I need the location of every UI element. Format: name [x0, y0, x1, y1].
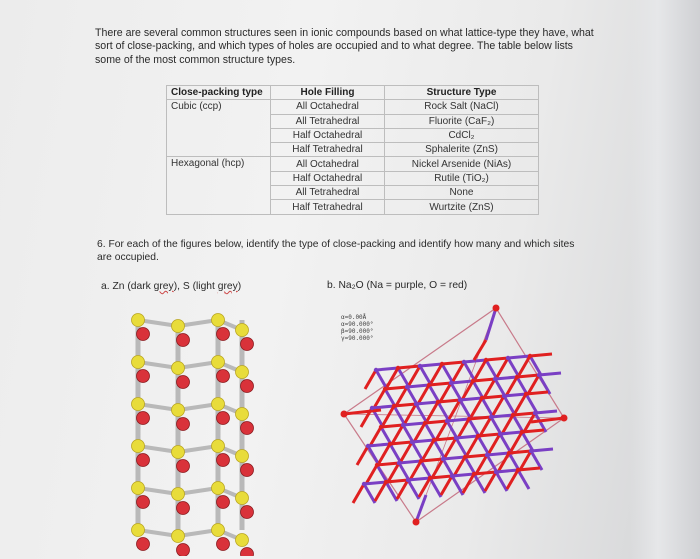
na-o-bond — [418, 385, 429, 404]
zn-atom — [137, 328, 150, 341]
s-atom — [132, 314, 145, 327]
na-o-bond — [364, 484, 375, 503]
na-o-bond — [456, 438, 467, 457]
part-a-word-1: grey — [153, 281, 174, 292]
na-o-bond — [366, 465, 377, 484]
na-o-bond — [478, 436, 489, 455]
na-o-bond — [368, 446, 379, 465]
na-o-bond — [535, 411, 557, 413]
part-b-label: b. Na₂O (Na = purple, O = red) — [327, 280, 468, 291]
na-o-bond — [386, 480, 408, 482]
zn-atom — [241, 506, 254, 519]
na-o-bond — [416, 402, 438, 404]
hole-cell: All Octahedral — [271, 157, 385, 171]
na-o-bond — [519, 356, 530, 375]
zn-atom — [137, 538, 150, 551]
s-atom — [236, 534, 249, 547]
na-o-bond — [476, 455, 487, 474]
o-atom — [341, 411, 348, 418]
legend-line: α=90.000° — [341, 321, 374, 328]
na-o-bond — [416, 404, 427, 423]
na-o-bond — [430, 478, 441, 497]
o-atom — [472, 472, 476, 476]
na-atom — [494, 470, 498, 474]
na-o-bond — [482, 396, 504, 398]
legend-line: γ=90.000° — [341, 335, 374, 342]
na-o-bond — [409, 366, 420, 385]
s-atom — [172, 404, 185, 417]
na-o-bond — [414, 423, 425, 442]
na-o-bond — [442, 364, 453, 383]
zn-atom — [177, 502, 190, 515]
table-row — [167, 157, 539, 171]
na-o-bond — [526, 394, 537, 413]
na-o-bond — [394, 406, 405, 425]
na-o-bond — [410, 461, 421, 480]
zn-atom — [241, 422, 254, 435]
na-o-bond — [398, 368, 409, 387]
zn-atom — [217, 496, 230, 509]
na-o-bond — [474, 340, 486, 360]
na-o-bond — [408, 478, 430, 480]
na-o-bond — [434, 438, 456, 440]
s-atom — [212, 356, 225, 369]
na-o-bond — [423, 440, 434, 459]
na-atom — [449, 381, 453, 385]
figure-a-zns-structure — [120, 306, 260, 556]
structure-cell: None — [385, 186, 539, 200]
structure-cell: Wurtzite (ZnS) — [385, 200, 539, 214]
o-atom — [419, 459, 423, 463]
part-a-prefix: a. Zn (dark — [101, 281, 154, 292]
na-atom — [458, 398, 462, 402]
hole-cell: Half Octahedral — [271, 171, 385, 185]
na-o-bond — [405, 404, 416, 423]
na-o-bond — [480, 417, 491, 436]
na-o-bond — [379, 444, 390, 463]
na-o-bond — [430, 476, 452, 478]
na-o-bond — [368, 444, 390, 446]
na-o-bond — [412, 442, 423, 461]
na-o-bond — [375, 482, 386, 501]
na-o-bond — [518, 470, 529, 489]
na-o-bond — [372, 406, 394, 408]
na-o-bond — [364, 482, 386, 484]
s-atom — [132, 398, 145, 411]
header-structure: Structure Type — [385, 86, 539, 100]
na-o-bond — [520, 451, 531, 470]
o-atom — [436, 400, 440, 404]
na-o-bond — [427, 402, 438, 421]
zn-atom — [217, 370, 230, 383]
na-o-bond — [452, 474, 474, 476]
part-a-word-2: grey — [217, 281, 238, 292]
part-a-suffix: ) — [237, 281, 242, 292]
zn-atom — [177, 376, 190, 389]
zn-atom — [241, 548, 254, 557]
na-atom — [493, 377, 497, 381]
na-o-bond — [431, 364, 442, 383]
na-o-bond — [471, 398, 482, 417]
na-o-bond — [484, 379, 495, 398]
packing-hexagonal: Hexagonal (hcp) — [167, 157, 271, 214]
na-o-bond — [518, 468, 540, 470]
o-atom — [383, 387, 387, 391]
na-o-bond — [392, 425, 403, 444]
s-atom — [212, 398, 225, 411]
table-row — [167, 100, 539, 114]
na-atom — [397, 461, 401, 465]
na-atom — [362, 482, 366, 486]
o-atom — [471, 379, 475, 383]
na-o-bond — [458, 419, 469, 438]
o-atom — [484, 358, 488, 362]
hole-cell: All Octahedral — [271, 100, 385, 114]
na-o-bond — [436, 421, 447, 440]
na-o-bond — [489, 434, 500, 453]
na-atom — [401, 423, 405, 427]
na-o-bond — [467, 436, 478, 455]
part-a-mid: ), S (light — [173, 281, 218, 292]
na-o-bond — [530, 354, 552, 356]
s-atom — [236, 450, 249, 463]
na-o-bond — [531, 449, 553, 451]
o-atom — [440, 362, 444, 366]
zn-atom — [137, 454, 150, 467]
na-o-bond — [500, 432, 522, 434]
o-atom — [476, 434, 480, 438]
na-atom — [406, 478, 410, 482]
o-atom — [493, 305, 500, 312]
o-atom — [524, 392, 528, 396]
zn-atom — [177, 460, 190, 473]
structure-cell: Nickel Arsenide (NiAs) — [385, 157, 539, 171]
zn-atom — [177, 544, 190, 557]
s-atom — [172, 446, 185, 459]
hole-cell: Half Tetrahedral — [271, 200, 385, 214]
o-atom — [507, 451, 511, 455]
structure-cell: Rutile (TiO₂) — [385, 171, 539, 185]
zn-atom — [217, 538, 230, 551]
zn-atom — [217, 328, 230, 341]
o-atom — [379, 425, 383, 429]
s-atom — [236, 324, 249, 337]
na-o-bond — [486, 308, 496, 340]
zn-atom — [241, 380, 254, 393]
na-atom — [370, 406, 374, 410]
page-edge — [630, 0, 700, 559]
na-atom — [450, 474, 454, 478]
na-o-bond — [365, 370, 376, 389]
o-atom — [375, 463, 379, 467]
zn-atom — [241, 464, 254, 477]
structure-table — [166, 85, 539, 215]
na-o-bond — [482, 398, 493, 417]
na-o-bond — [397, 480, 408, 499]
na-o-bond — [502, 415, 513, 434]
o-atom — [511, 413, 515, 417]
s-atom — [236, 366, 249, 379]
na-o-bond — [376, 370, 387, 389]
s-atom — [172, 530, 185, 543]
zn-atom — [217, 412, 230, 425]
na-o-bond — [357, 446, 368, 465]
na-o-bond — [370, 427, 381, 446]
na-o-bond — [526, 392, 548, 394]
na-o-bond — [493, 396, 504, 415]
na-o-bond — [508, 358, 519, 377]
na-o-bond — [539, 373, 561, 375]
na-o-bond — [390, 442, 412, 444]
na-atom — [462, 360, 466, 364]
na-o-bond — [454, 457, 465, 476]
o-atom — [388, 442, 392, 446]
na-o-bond — [432, 459, 443, 478]
na-o-bond — [528, 375, 539, 394]
na-o-bond — [398, 366, 420, 368]
o-atom — [515, 375, 519, 379]
na-atom — [405, 385, 409, 389]
na-atom — [502, 394, 506, 398]
na-o-bond — [438, 400, 460, 402]
na-atom — [489, 415, 493, 419]
na-o-bond — [456, 436, 478, 438]
na-atom — [533, 411, 537, 415]
na-atom — [506, 356, 510, 360]
question-6: 6. For each of the figures below, identify the type of close-packing and identify how many and which sites are occupied. — [97, 239, 575, 263]
na-o-bond — [420, 364, 442, 366]
o-atom — [520, 430, 524, 434]
s-atom — [132, 356, 145, 369]
na-o-bond — [412, 440, 434, 442]
na-o-bond — [463, 474, 474, 493]
legend-line: β=90.000° — [341, 328, 374, 335]
na-o-bond — [438, 402, 449, 421]
na-atom — [366, 444, 370, 448]
hole-cell: Half Octahedral — [271, 128, 385, 142]
na-o-bond — [522, 430, 544, 432]
o-atom — [467, 417, 471, 421]
o-atom — [480, 396, 484, 400]
na-o-bond — [396, 387, 407, 406]
o-atom — [396, 366, 400, 370]
structure-cell: CdCl₂ — [385, 128, 539, 142]
hole-cell: All Tetrahedral — [271, 186, 385, 200]
na-o-bond — [441, 476, 452, 495]
na-o-bond — [485, 472, 496, 491]
s-atom — [212, 482, 225, 495]
na-o-bond — [388, 463, 399, 482]
na-atom — [529, 449, 533, 453]
o-atom — [428, 476, 432, 480]
na-atom — [445, 419, 449, 423]
hole-cell: Half Tetrahedral — [271, 143, 385, 157]
na-atom — [454, 436, 458, 440]
zn-atom — [217, 454, 230, 467]
na-atom — [418, 364, 422, 368]
o-atom — [427, 383, 431, 387]
s-atom — [212, 314, 225, 327]
s-atom — [132, 524, 145, 537]
na-atom — [498, 432, 502, 436]
packing-cubic: Cubic (ccp) — [167, 100, 271, 157]
na-atom — [537, 373, 541, 377]
na-o-bond — [420, 366, 431, 385]
s-atom — [212, 440, 225, 453]
s-atom — [132, 482, 145, 495]
part-a-label — [101, 281, 241, 292]
zn-atom — [177, 418, 190, 431]
legend-line: α=0.00Å — [341, 314, 367, 321]
s-atom — [236, 492, 249, 505]
na-o-bond — [504, 394, 526, 396]
o-atom — [528, 354, 532, 358]
zn-atom — [137, 496, 150, 509]
na-o-bond — [390, 444, 401, 463]
s-atom — [172, 320, 185, 333]
na-o-bond — [497, 358, 508, 377]
s-atom — [236, 408, 249, 421]
na-o-bond — [401, 442, 412, 461]
na-o-bond — [475, 360, 486, 379]
structure-cell: Fluorite (CaF₂) — [385, 114, 539, 128]
na-o-bond — [383, 406, 394, 425]
na-atom — [441, 457, 445, 461]
o-atom — [432, 438, 436, 442]
na-atom — [374, 368, 378, 372]
s-atom — [132, 440, 145, 453]
s-atom — [212, 524, 225, 537]
na-o-bond — [500, 434, 511, 453]
na-o-bond — [486, 358, 508, 360]
na-o-bond — [508, 356, 530, 358]
zn-atom — [177, 334, 190, 347]
s-atom — [172, 362, 185, 375]
o-atom — [384, 480, 388, 484]
structure-cell: Rock Salt (NaCl) — [385, 100, 539, 114]
na-atom — [414, 402, 418, 406]
hole-cell: All Tetrahedral — [271, 114, 385, 128]
table-header-row — [167, 86, 539, 100]
na-o-bond — [353, 484, 364, 503]
na-o-bond — [442, 362, 464, 364]
zn-atom — [137, 412, 150, 425]
o-atom — [463, 455, 467, 459]
na-o-bond — [496, 470, 518, 472]
na-o-bond — [460, 398, 482, 400]
na-o-bond — [376, 368, 398, 370]
na-o-bond — [440, 383, 451, 402]
header-hole: Hole Filling — [271, 86, 385, 100]
na-o-bond — [419, 478, 430, 497]
zn-atom — [241, 338, 254, 351]
na-o-bond — [408, 480, 419, 499]
na-o-bond — [394, 404, 416, 406]
o-atom — [561, 415, 568, 422]
o-atom — [423, 421, 427, 425]
na-o-bond — [515, 394, 526, 413]
na-o-bond — [496, 472, 507, 491]
na-o-bond — [478, 434, 500, 436]
structure-cell: Sphalerite (ZnS) — [385, 143, 539, 157]
na-o-bond — [504, 396, 515, 415]
na-o-bond — [506, 377, 517, 396]
zn-atom — [137, 370, 150, 383]
na-atom — [485, 453, 489, 457]
figure-b-legend — [341, 314, 374, 342]
na-o-bond — [507, 470, 518, 489]
na-o-bond — [474, 472, 496, 474]
na-o-bond — [486, 360, 497, 379]
o-atom — [516, 468, 520, 472]
o-atom — [413, 519, 420, 526]
s-atom — [172, 488, 185, 501]
na-o-bond — [453, 362, 464, 381]
o-atom — [392, 404, 396, 408]
na-atom — [410, 440, 414, 444]
header-packing: Close-packing type — [167, 86, 271, 100]
intro-paragraph: There are several common structures seen in ionic compounds based on what lattice-type they have, what sort of close-packing, and which types of holes are occupied and to what degree. The table below lists some of the most common structure types. — [95, 27, 594, 66]
